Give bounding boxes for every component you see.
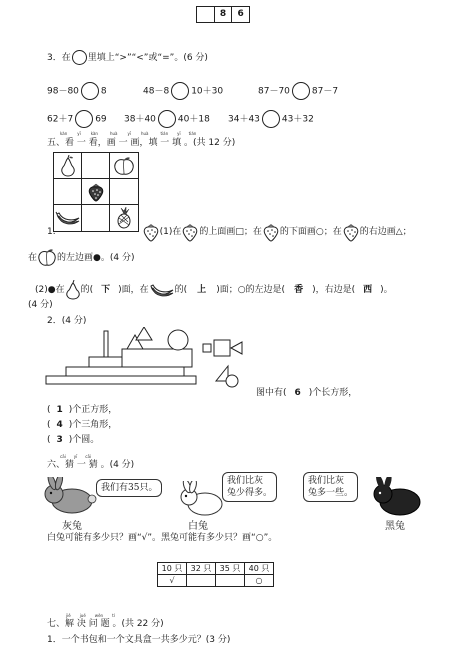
- table-answer-cell[interactable]: ○: [245, 575, 274, 587]
- grid-cell[interactable]: [110, 153, 138, 179]
- instruction-text: )。: [380, 284, 393, 295]
- strawberry-icon: [342, 222, 360, 242]
- circle-blank-icon: [72, 50, 87, 65]
- answer-text: 1: [56, 405, 63, 415]
- instruction-text: 的上面画□；在: [199, 226, 262, 237]
- pinyin: jué: [79, 613, 86, 618]
- q5-part1-line2: [28, 248, 134, 268]
- grid-cell[interactable]: [54, 179, 82, 205]
- pinyin: kàn: [60, 131, 68, 136]
- instruction-text: 的(: [80, 284, 94, 295]
- answer-text: 西: [363, 284, 373, 295]
- pinyin: tián: [188, 131, 197, 136]
- count-circle: [47, 435, 99, 446]
- answer-text: 香: [294, 284, 304, 295]
- expr: 87－7: [311, 86, 339, 97]
- q5-part2-line: [35, 280, 393, 300]
- answer-circle[interactable]: [158, 110, 176, 128]
- pinyin: huà: [109, 131, 118, 136]
- expr: 48－8: [143, 86, 170, 97]
- text: )个圆。: [68, 435, 100, 445]
- pinyin: cāi: [60, 454, 66, 459]
- pinyin: cāi: [85, 454, 92, 459]
- table-answer-cell[interactable]: √: [158, 575, 187, 587]
- table-answer-cell[interactable]: [187, 575, 216, 587]
- strawberry-icon: [262, 222, 280, 242]
- instruction-text: 的(: [174, 284, 188, 295]
- black-rabbit-icon: [370, 477, 426, 517]
- instruction-text: (1)在: [159, 226, 182, 237]
- q3-label-b: 里填上“>”“<”或“=”。(6 分): [87, 53, 208, 63]
- q3-row2-item2: [124, 110, 210, 128]
- text: )个三角形，: [68, 420, 118, 430]
- answer-text: 3: [56, 435, 63, 445]
- answer-circle[interactable]: [262, 110, 280, 128]
- rabbit-answer-table: [157, 562, 274, 587]
- peach-icon: [113, 156, 135, 176]
- grid-cell[interactable]: [82, 153, 110, 179]
- grid-cell[interactable]: [110, 179, 138, 205]
- count-square: [47, 405, 117, 416]
- peach-icon: [37, 248, 57, 268]
- banana-icon: [149, 282, 175, 298]
- q3-instruction: [47, 50, 208, 65]
- q7-problem-1: 1．一个书包和一个文具盒一共多少元？(3 分): [47, 635, 231, 645]
- q3-row1-item2: [143, 82, 223, 100]
- part-number: 1.: [47, 226, 56, 237]
- expr: 87－70: [258, 86, 290, 97]
- table-header-cell: 10 只: [158, 563, 187, 575]
- page-number-box: [196, 6, 250, 23]
- instruction-text: )面；○的左边是(: [216, 284, 286, 295]
- page-number-cell: 6: [231, 7, 249, 22]
- table-header-row: [158, 563, 274, 575]
- q5-pinyin-row: [47, 131, 237, 136]
- table-header-cell: 35 只: [216, 563, 245, 575]
- pinyin: yī: [73, 454, 78, 459]
- answer-text: 下: [101, 284, 111, 295]
- text: 图中有(: [256, 388, 287, 398]
- pinyin: yī: [127, 131, 131, 136]
- instruction-text: )面，在: [118, 284, 149, 295]
- text: )个正方形，: [68, 405, 118, 415]
- expr: 43＋32: [281, 114, 314, 125]
- q7-pinyin-row: [66, 613, 115, 618]
- expr: 98－80: [47, 86, 79, 97]
- expr: 40＋18: [177, 114, 210, 125]
- answer-text: 上: [197, 284, 207, 295]
- q6-question: 白兔可能有多少只？画“√”。黑兔可能有多少只？画“○”。: [47, 533, 278, 543]
- count-triangle: [47, 420, 117, 431]
- answer-text: 4: [56, 420, 63, 430]
- table-header-cell: 32 只: [187, 563, 216, 575]
- expr: 69: [95, 114, 107, 125]
- table-answer-cell[interactable]: [216, 575, 245, 587]
- q5-part2-score: (4 分): [28, 300, 53, 310]
- pinyin: tián: [160, 131, 169, 136]
- white-rabbit-label: 白兔: [188, 521, 208, 532]
- expr: 62＋7: [47, 114, 74, 125]
- pinyin: kàn: [90, 131, 98, 136]
- text: (: [47, 405, 51, 415]
- instruction-text: 的下面画○；在: [279, 226, 342, 237]
- answer-circle[interactable]: [81, 82, 99, 100]
- bubble-line: 我们比灰: [227, 476, 264, 486]
- page-number-cell: 8: [214, 7, 232, 22]
- extra-shapes: [202, 336, 244, 396]
- text: (: [47, 420, 51, 430]
- pear-icon: [59, 155, 77, 177]
- page-number-cell: [197, 7, 214, 22]
- bubble-line: 我们比灰: [308, 476, 345, 486]
- q3-row2-item3: [228, 110, 314, 128]
- q5-q2-label: 2．(4 分): [47, 316, 87, 326]
- instruction-text: 的左边画●。(4 分): [57, 252, 135, 263]
- text: (: [47, 435, 51, 445]
- answer-circle[interactable]: [292, 82, 310, 100]
- fruit-grid: [53, 152, 139, 232]
- pinyin: tí: [112, 613, 115, 618]
- pinyin: jiě: [66, 613, 71, 618]
- expr: 8: [100, 86, 107, 97]
- expr: 34＋43: [228, 114, 260, 125]
- grid-cell[interactable]: [54, 153, 82, 179]
- q5-title: 五、看 一 看，画 一 画，填 一 填 。(共 12 分): [47, 138, 236, 148]
- q5-part1-line1: [47, 222, 412, 242]
- figure-count-rect: [256, 388, 357, 399]
- strawberry-icon: [181, 222, 199, 242]
- pinyin: yī: [177, 131, 181, 136]
- white-rabbit-icon: [177, 481, 227, 517]
- q3-row2-item1: [47, 110, 107, 128]
- pinyin: yī: [77, 131, 81, 136]
- grid-cell[interactable]: [82, 179, 110, 205]
- expr: 38＋40: [124, 114, 156, 125]
- instruction-text: 在: [28, 252, 38, 263]
- grey-rabbit-icon: [42, 477, 98, 515]
- bubble-line: 兔少得多。: [227, 488, 273, 498]
- text: )个长方形，: [308, 388, 358, 398]
- table-header-cell: 40 只: [245, 563, 274, 575]
- pinyin: wèn: [94, 613, 104, 618]
- q3-row1-item3: [258, 82, 338, 100]
- strawberry-icon: [87, 182, 105, 202]
- q3-row1-item1: [47, 82, 107, 100]
- grey-rabbit-label: 灰兔: [62, 521, 82, 532]
- q6-pinyin-row: [60, 454, 91, 459]
- strawberry-icon: [142, 222, 160, 242]
- white-rabbit-bubble: [222, 472, 277, 502]
- answer-text: 6: [294, 388, 301, 398]
- expr: 10＋30: [191, 86, 224, 97]
- q3-label-a: 3．在: [47, 53, 71, 63]
- instruction-text: )，右边是(: [312, 284, 356, 295]
- grey-rabbit-bubble: 我们有35只。: [96, 479, 162, 497]
- black-rabbit-label: 黑兔: [385, 521, 405, 532]
- instruction-text: 的右边画△；: [359, 226, 412, 237]
- instruction-text: (2)●在: [35, 284, 65, 295]
- pear-icon: [65, 280, 81, 300]
- answer-circle[interactable]: [171, 82, 189, 100]
- table-answer-row: [158, 575, 274, 587]
- black-rabbit-bubble: [303, 472, 358, 502]
- q7-title: 七、解 决 问 题 。(共 22 分): [47, 619, 164, 629]
- pinyin: huà: [140, 131, 149, 136]
- q6-title: 六、猜 一 猜 。(4 分): [47, 460, 135, 470]
- answer-circle[interactable]: [75, 110, 93, 128]
- bubble-line: 兔多一些。: [308, 488, 354, 498]
